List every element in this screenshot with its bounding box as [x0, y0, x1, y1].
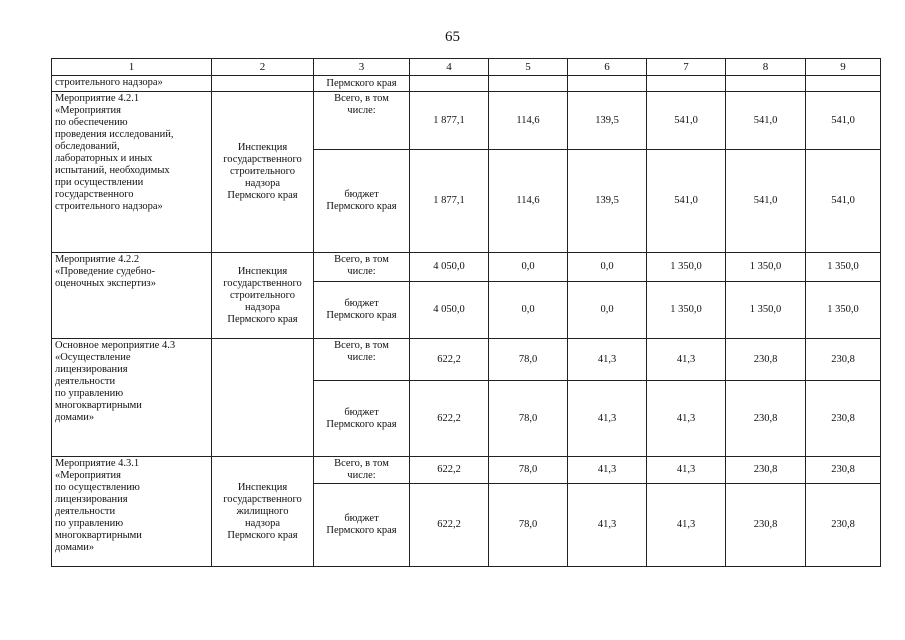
header-cell: 4 — [410, 59, 489, 76]
value-cell: 541,0 — [806, 150, 881, 253]
value-cell: 541,0 — [647, 92, 726, 150]
table-row — [52, 92, 881, 150]
table-row — [52, 457, 881, 484]
value-cell: 622,2 — [410, 457, 489, 484]
value-cell — [489, 76, 568, 92]
value-cell: 41,3 — [647, 381, 726, 457]
value-cell: 41,3 — [568, 457, 647, 484]
value-cell — [806, 76, 881, 92]
value-cell: 1 877,1 — [410, 92, 489, 150]
activity-name-cell: Мероприятие 4.2.1 «Мероприятия по обеспечению проведения исследований, обследований, лабораторных и иных испытаний, необходимых при осуществлении государственного строительного надзора» — [52, 92, 212, 253]
executor-cell — [212, 339, 314, 457]
source-label-cell: Всего, в том числе: — [314, 339, 410, 381]
value-cell: 4 050,0 — [410, 253, 489, 282]
value-cell: 114,6 — [489, 150, 568, 253]
table-row — [52, 76, 881, 92]
value-cell: 4 050,0 — [410, 282, 489, 339]
value-cell: 230,8 — [726, 381, 806, 457]
value-cell: 41,3 — [647, 457, 726, 484]
source-label-cell: Всего, в том числе: — [314, 92, 410, 150]
value-cell: 622,2 — [410, 381, 489, 457]
value-cell: 78,0 — [489, 339, 568, 381]
header-cell: 8 — [726, 59, 806, 76]
value-cell — [568, 76, 647, 92]
value-cell: 41,3 — [568, 484, 647, 567]
value-cell: 541,0 — [806, 92, 881, 150]
source-label-cell: бюджет Пермского края — [314, 484, 410, 567]
value-cell: 230,8 — [806, 381, 881, 457]
value-cell: 230,8 — [806, 457, 881, 484]
value-cell: 78,0 — [489, 381, 568, 457]
value-cell: 41,3 — [568, 339, 647, 381]
value-cell: 78,0 — [489, 457, 568, 484]
value-cell: 230,8 — [806, 339, 881, 381]
header-cell: 9 — [806, 59, 881, 76]
header-cell: 3 — [314, 59, 410, 76]
source-label-cell: Всего, в том числе: — [314, 457, 410, 484]
value-cell: 1 350,0 — [806, 253, 881, 282]
value-cell: 1 350,0 — [806, 282, 881, 339]
value-cell: 1 350,0 — [647, 253, 726, 282]
budget-table — [51, 58, 881, 567]
value-cell: 0,0 — [568, 253, 647, 282]
source-label-cell: бюджет Пермского края — [314, 381, 410, 457]
value-cell — [410, 76, 489, 92]
page-number: 65 — [445, 29, 460, 45]
value-cell: 230,8 — [726, 457, 806, 484]
value-cell — [726, 76, 806, 92]
header-cell: 2 — [212, 59, 314, 76]
value-cell: 78,0 — [489, 484, 568, 567]
value-cell: 0,0 — [568, 282, 647, 339]
header-cell: 6 — [568, 59, 647, 76]
value-cell: 1 350,0 — [647, 282, 726, 339]
table-row — [52, 339, 881, 381]
value-cell: 1 350,0 — [726, 253, 806, 282]
value-cell: 0,0 — [489, 282, 568, 339]
source-label-cell: Пермского края — [314, 76, 410, 92]
value-cell: 230,8 — [726, 484, 806, 567]
activity-name-cell: Мероприятие 4.3.1 «Мероприятия по осуществлению лицензирования деятельности по управлению многоквартирными домами» — [52, 457, 212, 567]
activity-name-cell: Основное мероприятие 4.3 «Осуществление лицензирования деятельности по управлению многоквартирными домами» — [52, 339, 212, 457]
header-cell: 1 — [52, 59, 212, 76]
value-cell: 139,5 — [568, 92, 647, 150]
table-row — [52, 253, 881, 282]
activity-name-cell: строительного надзора» — [52, 76, 212, 92]
value-cell: 541,0 — [647, 150, 726, 253]
executor-cell — [212, 76, 314, 92]
value-cell: 41,3 — [568, 381, 647, 457]
executor-cell: Инспекция государственного строительного надзора Пермского края — [212, 253, 314, 339]
value-cell: 114,6 — [489, 92, 568, 150]
executor-cell: Инспекция государственного строительного надзора Пермского края — [212, 92, 314, 253]
value-cell: 41,3 — [647, 484, 726, 567]
value-cell: 541,0 — [726, 150, 806, 253]
header-cell: 5 — [489, 59, 568, 76]
source-label-cell: бюджет Пермского края — [314, 282, 410, 339]
value-cell: 139,5 — [568, 150, 647, 253]
value-cell: 541,0 — [726, 92, 806, 150]
value-cell: 0,0 — [489, 253, 568, 282]
source-label-cell: бюджет Пермского края — [314, 150, 410, 253]
executor-cell: Инспекция государственного жилищного надзора Пермского края — [212, 457, 314, 567]
source-label-cell: Всего, в том числе: — [314, 253, 410, 282]
value-cell — [647, 76, 726, 92]
value-cell: 1 350,0 — [726, 282, 806, 339]
value-cell: 1 877,1 — [410, 150, 489, 253]
value-cell: 622,2 — [410, 339, 489, 381]
activity-name-cell: Мероприятие 4.2.2 «Проведение судебно- оценочных экспертиз» — [52, 253, 212, 339]
value-cell: 622,2 — [410, 484, 489, 567]
value-cell: 41,3 — [647, 339, 726, 381]
value-cell: 230,8 — [806, 484, 881, 567]
header-row — [52, 59, 881, 76]
value-cell: 230,8 — [726, 339, 806, 381]
header-cell: 7 — [647, 59, 726, 76]
